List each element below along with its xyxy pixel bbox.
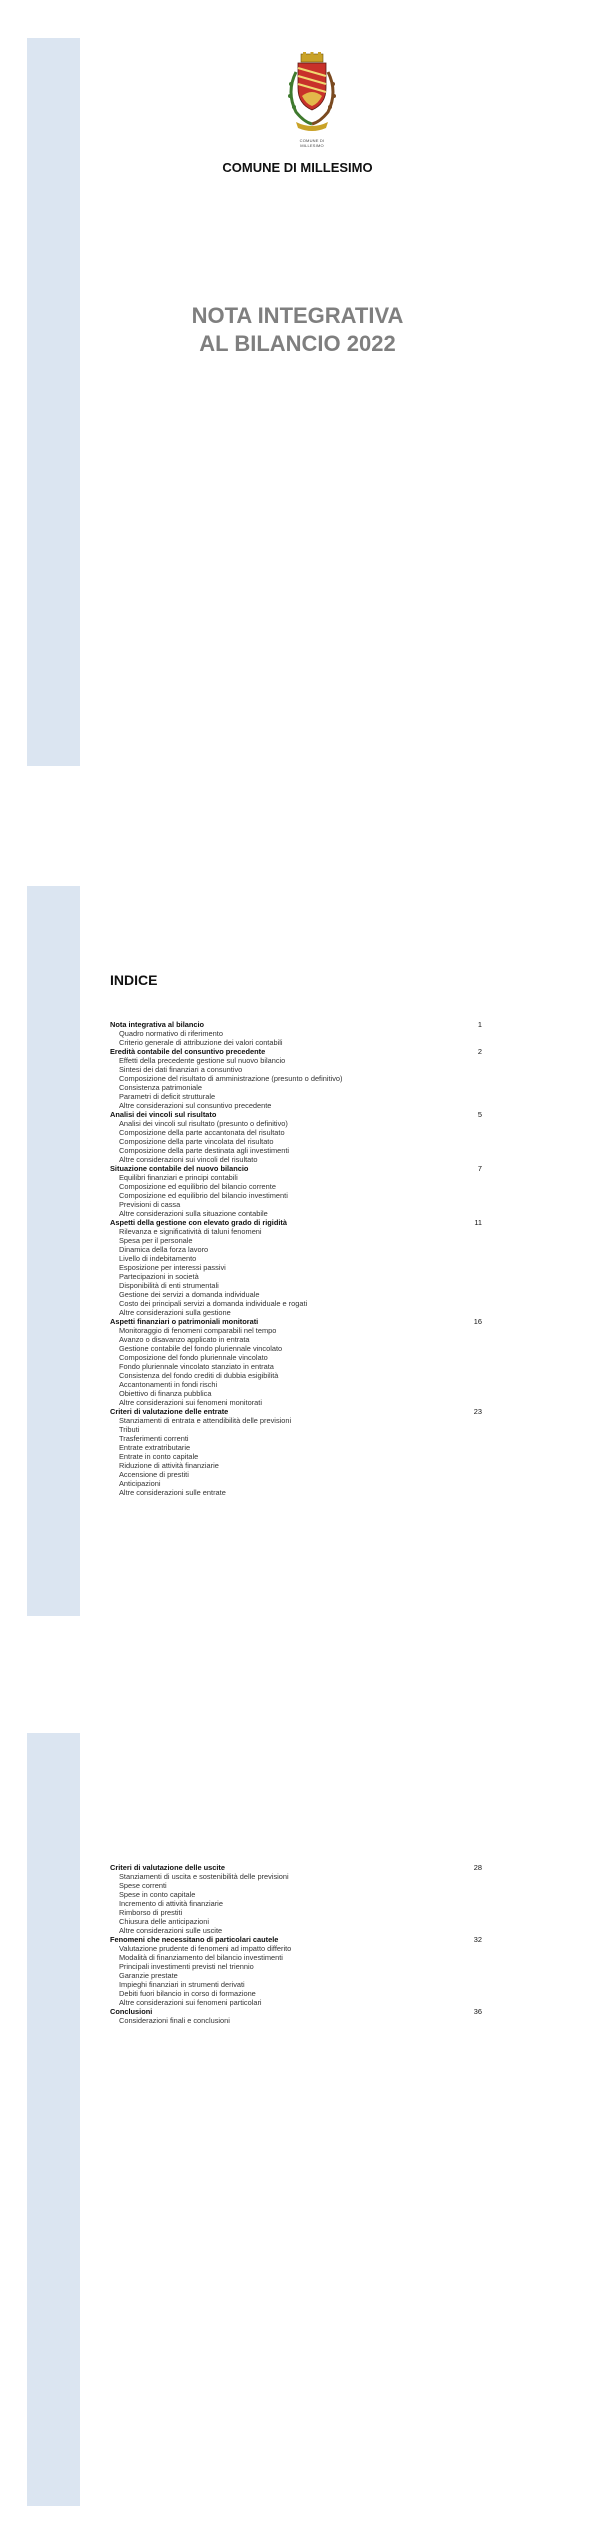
toc-entry[interactable] — [110, 1065, 482, 1074]
toc-entry[interactable] — [110, 1083, 482, 1092]
toc-label: Composizione del risultato di amministrazione (presunto o definitivo) — [119, 1074, 343, 1083]
toc-label: Analisi dei vincoli sul risultato — [110, 1110, 217, 1119]
toc-label: Parametri di deficit strutturale — [119, 1092, 216, 1101]
toc-label: Entrate in conto capitale — [119, 1452, 199, 1461]
toc-label: Gestione contabile del fondo pluriennale vincolato — [119, 1344, 283, 1353]
toc-label: Obiettivo di finanza pubblica — [119, 1389, 212, 1398]
toc-page-number: 28 — [473, 1863, 482, 1872]
toc-label: Fenomeni che necessitano di particolari cautele — [110, 1935, 279, 1944]
toc-label: Quadro normativo di riferimento — [119, 1029, 223, 1038]
toc-entry[interactable] — [110, 1236, 482, 1245]
toc-label: Composizione del fondo pluriennale vincolato — [119, 1353, 268, 1362]
toc-page-number: 36 — [473, 2007, 482, 2016]
toc-page-number: 2 — [477, 1047, 482, 1056]
toc-label: Composizione ed equilibrio del bilancio corrente — [119, 1182, 276, 1191]
toc-entry[interactable] — [110, 1989, 482, 1998]
toc-section[interactable] — [110, 1317, 482, 1326]
toc-label: Altre considerazioni sulle uscite — [119, 1926, 223, 1935]
toc-section[interactable] — [110, 2007, 482, 2016]
toc-label: Rimborso di prestiti — [119, 1908, 183, 1917]
toc-label: Modalità di finanziamento del bilancio investimenti — [119, 1953, 283, 1962]
toc-label: Composizione della parte accantonata del risultato — [119, 1128, 285, 1137]
toc-label: Aspetti della gestione con elevato grado di rigidità — [110, 1218, 287, 1227]
toc-entry[interactable] — [110, 1254, 482, 1263]
table-of-contents — [110, 1020, 482, 1497]
toc-label: Partecipazioni in società — [119, 1272, 199, 1281]
table-of-contents-continued — [110, 1863, 482, 2025]
toc-entry[interactable] — [110, 1173, 482, 1182]
toc-label: Spese in conto capitale — [119, 1890, 196, 1899]
toc-entry[interactable] — [110, 1362, 482, 1371]
toc-entry[interactable] — [110, 1371, 482, 1380]
toc-section[interactable] — [110, 1164, 482, 1173]
toc-label: Anticipazioni — [119, 1479, 161, 1488]
toc-entry[interactable] — [110, 1308, 482, 1317]
toc-entry[interactable] — [110, 1380, 482, 1389]
toc-entry[interactable] — [110, 1998, 482, 2007]
toc-label: Trasferimenti correnti — [119, 1434, 189, 1443]
toc-label: Valutazione prudente di fenomeni ad impatto differito — [119, 1944, 292, 1953]
toc-page-number: 1 — [477, 1020, 482, 1029]
toc-entry[interactable] — [110, 1890, 482, 1899]
toc-label: Altre considerazioni sulla gestione — [119, 1308, 231, 1317]
toc-label: Accantonamenti in fondi rischi — [119, 1380, 218, 1389]
toc-entry[interactable] — [110, 2016, 482, 2025]
toc-entry[interactable] — [110, 1344, 482, 1353]
toc-label: Accensione di prestiti — [119, 1470, 189, 1479]
toc-label: Monitoraggio di fenomeni comparabili nel tempo — [119, 1326, 277, 1335]
toc-entry[interactable] — [110, 1971, 482, 1980]
toc-entry[interactable] — [110, 1128, 482, 1137]
toc-label: Analisi dei vincoli sul risultato (presunto o definitivo) — [119, 1119, 288, 1128]
toc-section[interactable] — [110, 1218, 482, 1227]
toc-entry[interactable] — [110, 1470, 482, 1479]
toc-entry[interactable] — [110, 1092, 482, 1101]
left-decorative-band — [27, 1733, 80, 2506]
toc-label: Livello di indebitamento — [119, 1254, 197, 1263]
document-title-line-2: AL BILANCIO 2022 — [199, 331, 396, 356]
toc-label: Costo dei principali servizi a domanda individuale e rogati — [119, 1299, 308, 1308]
toc-entry[interactable] — [110, 1029, 482, 1038]
toc-label: Fondo pluriennale vincolato stanziato in entrata — [119, 1362, 274, 1371]
toc-label: Entrate extratributarie — [119, 1443, 191, 1452]
toc-entry[interactable] — [110, 1908, 482, 1917]
toc-label: Chiusura delle anticipazioni — [119, 1917, 209, 1926]
toc-page-number: 11 — [474, 1218, 482, 1227]
toc-label: Debiti fuori bilancio in corso di formazione — [119, 1989, 256, 1998]
toc-label: Spesa per il personale — [119, 1236, 193, 1245]
toc-entry[interactable] — [110, 1182, 482, 1191]
toc-label: Conclusioni — [110, 2007, 153, 2016]
toc-label: Spese correnti — [119, 1881, 167, 1890]
toc-label: Rilevanza e significatività di taluni fenomeni — [119, 1227, 262, 1236]
toc-entry[interactable] — [110, 1389, 482, 1398]
toc-entry[interactable] — [110, 1881, 482, 1890]
toc-section[interactable] — [110, 1407, 482, 1416]
left-decorative-band — [27, 886, 80, 1616]
toc-entry[interactable] — [110, 1425, 482, 1434]
toc-label: Aspetti finanziari o patrimoniali monitorati — [110, 1317, 259, 1326]
toc-entry[interactable] — [110, 1980, 482, 1989]
toc-entry[interactable] — [110, 1101, 482, 1110]
toc-entry[interactable] — [110, 1227, 482, 1236]
toc-label: Disponibilità di enti strumentali — [119, 1281, 219, 1290]
toc-label: Previsioni di cassa — [119, 1200, 181, 1209]
index-page-2 — [0, 1680, 595, 2536]
toc-label: Gestione dei servizi a domanda individuale — [119, 1290, 260, 1299]
toc-entry[interactable] — [110, 1146, 482, 1155]
toc-entry[interactable] — [110, 1245, 482, 1254]
toc-entry[interactable] — [110, 1962, 482, 1971]
toc-label: Altre considerazioni sui fenomeni particolari — [119, 1998, 262, 2007]
toc-entry[interactable] — [110, 1335, 482, 1344]
coat-of-arms-icon — [282, 52, 342, 148]
toc-label: Garanzie prestate — [119, 1971, 178, 1980]
toc-entry[interactable] — [110, 1209, 482, 1218]
toc-entry[interactable] — [110, 1299, 482, 1308]
toc-label: Criteri di valutazione delle entrate — [110, 1407, 229, 1416]
toc-label: Equilibri finanziari e principi contabili — [119, 1173, 238, 1182]
toc-entry[interactable] — [110, 1200, 482, 1209]
toc-entry[interactable] — [110, 1191, 482, 1200]
toc-label: Altre considerazioni sui fenomeni monitorati — [119, 1398, 262, 1407]
toc-entry[interactable] — [110, 1398, 482, 1407]
toc-label: Effetti della precedente gestione sul nuovo bilancio — [119, 1056, 286, 1065]
toc-entry[interactable] — [110, 1281, 482, 1290]
toc-label: Altre considerazioni sul consuntivo precedente — [119, 1101, 272, 1110]
toc-label: Altre considerazioni sui vincoli del risultato — [119, 1155, 258, 1164]
document-title-line-1: NOTA INTEGRATIVA — [191, 303, 404, 328]
toc-label: Riduzione di attività finanziarie — [119, 1461, 219, 1470]
toc-entry[interactable] — [110, 1074, 482, 1083]
toc-label: Composizione ed equilibrio del bilancio investimenti — [119, 1191, 288, 1200]
toc-entry[interactable] — [110, 1263, 482, 1272]
toc-label: Criteri di valutazione delle uscite — [110, 1863, 225, 1872]
toc-entry[interactable] — [110, 1353, 482, 1362]
toc-label: Sintesi dei dati finanziari a consuntivo — [119, 1065, 243, 1074]
municipality-name: COMUNE DI MILLESIMO — [222, 160, 373, 175]
toc-label: Altre considerazioni sulla situazione contabile — [119, 1209, 268, 1218]
toc-label: Considerazioni finali e conclusioni — [119, 2016, 230, 2025]
toc-entry[interactable] — [110, 1461, 482, 1470]
toc-entry[interactable] — [110, 1155, 482, 1164]
toc-label: Avanzo o disavanzo applicato in entrata — [119, 1335, 250, 1344]
toc-entry[interactable] — [110, 1038, 482, 1047]
toc-label: Composizione della parte destinata agli investimenti — [119, 1146, 290, 1155]
toc-entry[interactable] — [110, 1443, 482, 1452]
toc-label: Altre considerazioni sulle entrate — [119, 1488, 226, 1497]
toc-entry[interactable] — [110, 1488, 482, 1497]
toc-entry[interactable] — [110, 1434, 482, 1443]
toc-label: Dinamica della forza lavoro — [119, 1245, 209, 1254]
toc-entry[interactable] — [110, 1137, 482, 1146]
toc-label: Nota integrativa al bilancio — [110, 1020, 205, 1029]
toc-page-number: 16 — [473, 1317, 482, 1326]
index-page-1 — [0, 830, 595, 1680]
left-decorative-band — [27, 38, 80, 766]
toc-entry[interactable] — [110, 1416, 482, 1425]
toc-page-number: 32 — [473, 1935, 482, 1944]
toc-entry[interactable] — [110, 1272, 482, 1281]
toc-entry[interactable] — [110, 1479, 482, 1488]
toc-entry[interactable] — [110, 1056, 482, 1065]
toc-entry[interactable] — [110, 1290, 482, 1299]
toc-entry[interactable] — [110, 1326, 482, 1335]
cover-page — [0, 0, 595, 830]
coat-of-arms-caption: COMUNE DI MILLESIMO — [299, 138, 325, 148]
toc-label: Incremento di attività finanziarie — [119, 1899, 223, 1908]
toc-label: Impieghi finanziari in strumenti derivati — [119, 1980, 245, 1989]
toc-label: Criterio generale di attribuzione dei valori contabili — [119, 1038, 283, 1047]
toc-section[interactable] — [110, 1047, 482, 1056]
toc-label: Esposizione per interessi passivi — [119, 1263, 226, 1272]
toc-label: Stanziamenti di uscita e sostenibilità delle previsioni — [119, 1872, 289, 1881]
toc-label: Eredità contabile del consuntivo precedente — [110, 1047, 266, 1056]
toc-page-number: 23 — [473, 1407, 482, 1416]
index-heading: INDICE — [110, 972, 158, 988]
toc-entry[interactable] — [110, 1899, 482, 1908]
toc-entry[interactable] — [110, 1917, 482, 1926]
toc-entry[interactable] — [110, 1926, 482, 1935]
toc-section[interactable] — [110, 1935, 482, 1944]
toc-page-number: 7 — [477, 1164, 482, 1173]
toc-entry[interactable] — [110, 1452, 482, 1461]
toc-section[interactable] — [110, 1020, 482, 1029]
toc-section[interactable] — [110, 1110, 482, 1119]
toc-entry[interactable] — [110, 1872, 482, 1881]
toc-label: Tributi — [119, 1425, 140, 1434]
toc-entry[interactable] — [110, 1953, 482, 1962]
toc-label: Situazione contabile del nuovo bilancio — [110, 1164, 249, 1173]
toc-label: Stanziamenti di entrata e attendibilità delle previsioni — [119, 1416, 292, 1425]
toc-label: Principali investimenti previsti nel triennio — [119, 1962, 254, 1971]
toc-entry[interactable] — [110, 1119, 482, 1128]
toc-label: Consistenza del fondo crediti di dubbia esigibilità — [119, 1371, 279, 1380]
toc-label: Consistenza patrimoniale — [119, 1083, 202, 1092]
toc-label: Composizione della parte vincolata del risultato — [119, 1137, 274, 1146]
toc-entry[interactable] — [110, 1944, 482, 1953]
toc-page-number: 5 — [477, 1110, 482, 1119]
toc-section[interactable] — [110, 1863, 482, 1872]
